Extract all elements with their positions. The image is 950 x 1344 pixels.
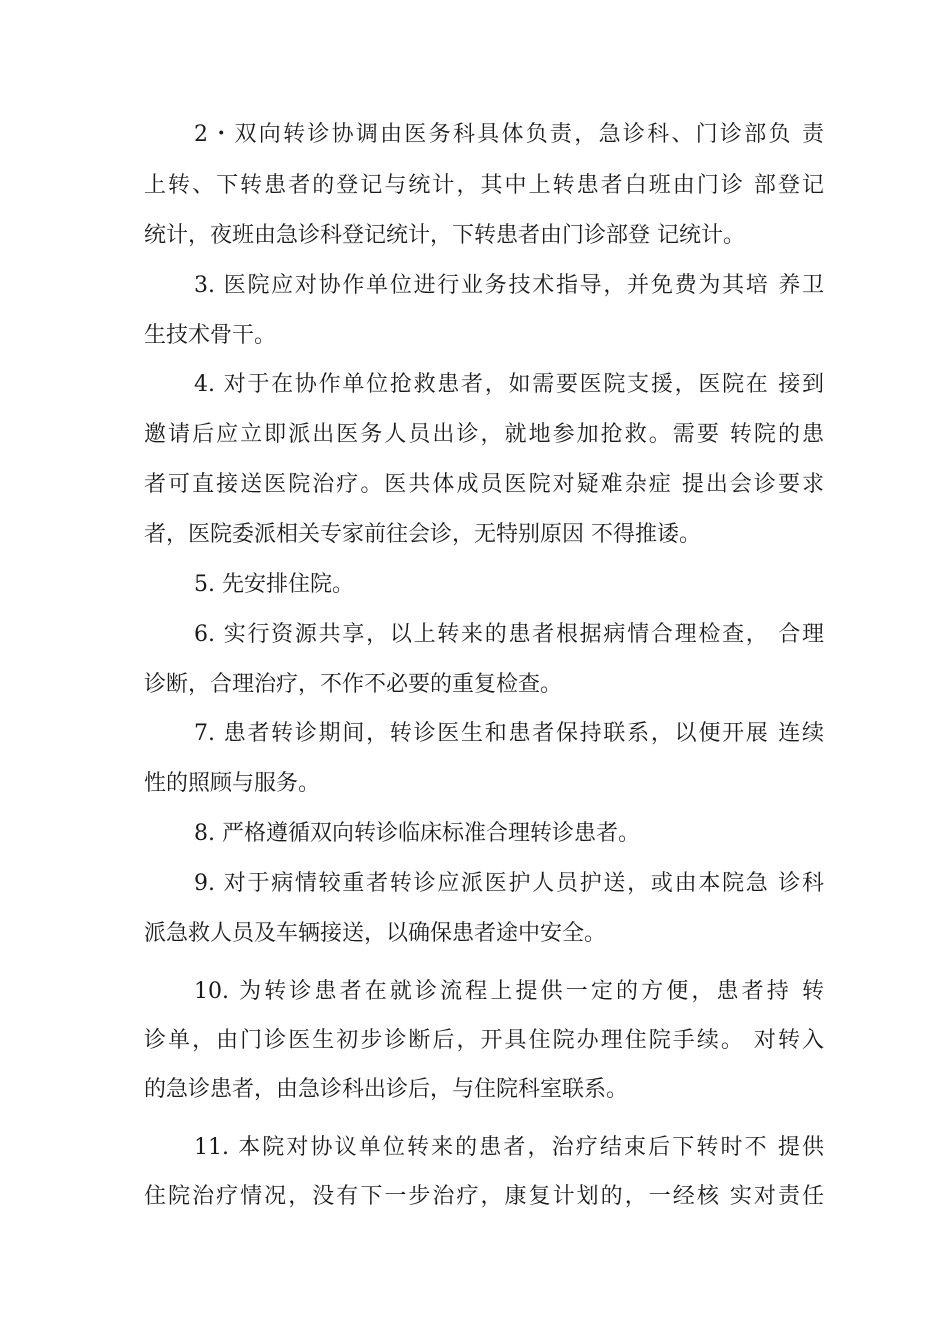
text-line: 派急救人员及车辆接送，以确保患者途中安全。: [144, 921, 607, 946]
text-line: 邀请后应立即派出医务人员出诊，就地参加抢救。需要 转院的患: [144, 422, 824, 447]
text-line: 8. 严格遵循双向转诊临床标准合理转诊患者。: [194, 821, 640, 846]
text-line: 者可直接送医院治疗。医共体成员医院对疑难杂症 提出会诊要求: [144, 472, 824, 497]
text-line: 7. 患者转诊期间，转诊医生和患者保持联系，以便开展 连续: [194, 721, 824, 746]
text-line: 9. 对于病情较重者转诊应派医护人员护送，或由本院急 诊科: [194, 871, 824, 896]
text-line: 生技术骨干。: [144, 323, 277, 348]
text-line: 住院治疗情况，没有下一步治疗，康复计划的，一经核 实对责任: [144, 1184, 824, 1209]
text-line: 性的照顾与服务。: [144, 771, 321, 796]
text-line: 11. 本院对协议单位转来的患者，治疗结束后下转时不 提供: [194, 1135, 824, 1160]
text-line: 诊单，由门诊医生初步诊断后，开具住院办理住院手续。 对转入: [144, 1028, 824, 1053]
text-line: 4. 对于在协作单位抢救患者，如需要医院支援，医院在 接到: [194, 372, 824, 397]
text-line: 2・双向转诊协调由医务科具体负责，急诊科、门诊部负 责: [194, 122, 824, 147]
text-line: 者，医院委派相关专家前往会诊，无特别原因 不得推诿。: [144, 522, 701, 547]
text-line: 的急诊患者，由急诊科出诊后，与住院科室联系。: [144, 1077, 629, 1102]
text-line: 统计，夜班由急诊科登记统计，下转患者由门诊部登 记统计。: [144, 223, 745, 248]
text-line: 3. 医院应对协作单位进行业务技术指导，并免费为其培 养卫: [194, 273, 824, 298]
text-line: 10. 为转诊患者在就诊流程上提供一定的方便，患者持 转: [194, 979, 824, 1004]
text-line: 5. 先安排住院。: [194, 572, 354, 597]
text-line: 上转、下转患者的登记与统计，其中上转患者白班由门诊 部登记: [144, 173, 824, 198]
text-line: 诊断，合理治疗，不作不必要的重复检查。: [144, 672, 563, 697]
text-line: 6. 实行资源共享，以上转来的患者根据病情合理检查， 合理: [194, 622, 824, 647]
